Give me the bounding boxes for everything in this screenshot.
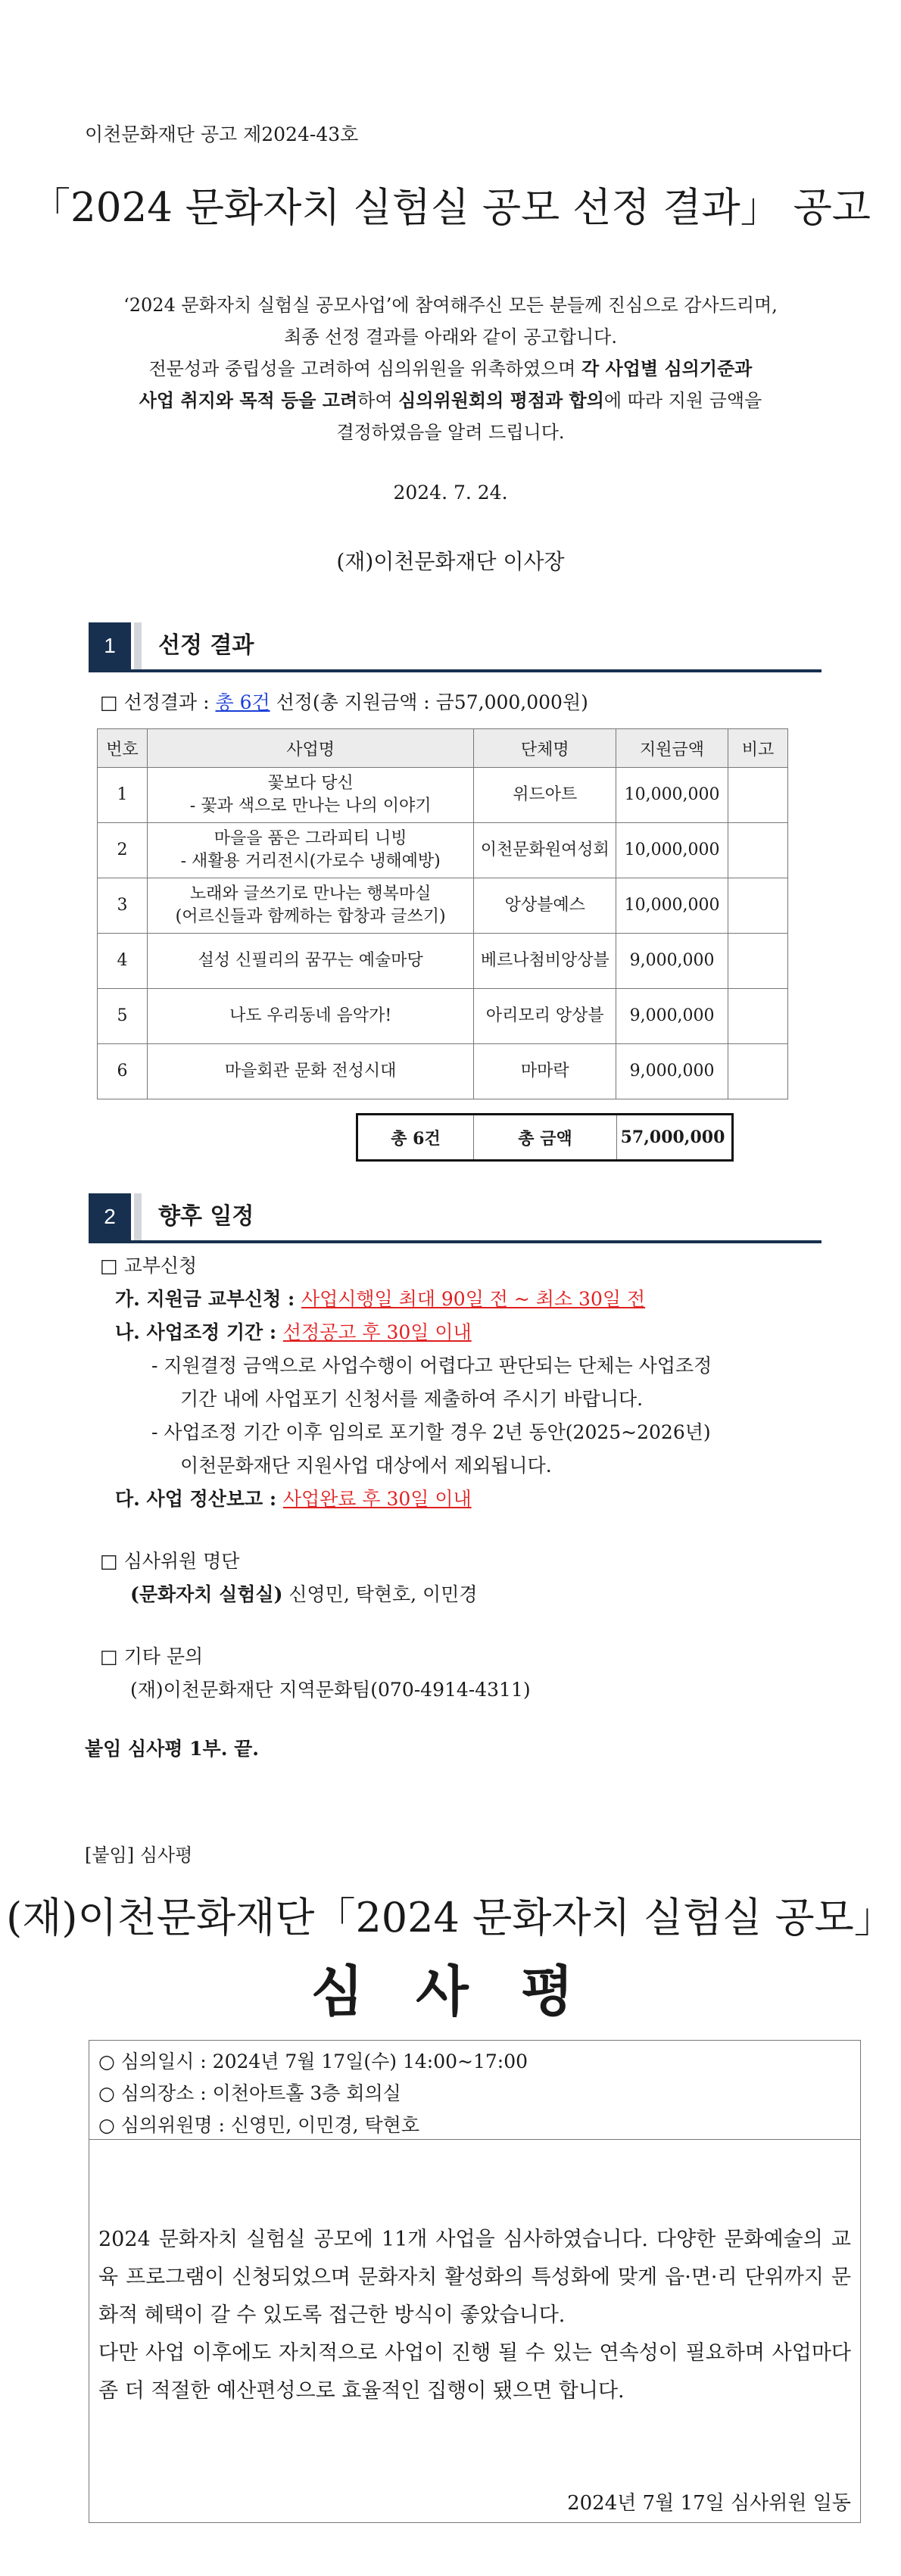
project-name-line: 꽃보다 당신 <box>267 774 354 793</box>
project-subtitle: - 새활용 거리전시(가로수 냉해예방) <box>180 852 441 871</box>
organization: 이천문화원여성회 <box>474 823 616 878</box>
total-label: 총 금액 <box>474 1115 617 1159</box>
committee-label: (문화자치 실험실) <box>130 1583 283 1605</box>
project-name <box>147 878 473 934</box>
attachment-note: 붙임 심사평 1부. 끝. <box>85 1738 259 1760</box>
table-row <box>98 1044 788 1099</box>
organization: 아리모리 앙상블 <box>474 989 616 1044</box>
section-title: 향후 일정 <box>158 1203 254 1230</box>
table-row <box>98 989 788 1044</box>
contact-heading: □ 기타 문의 <box>100 1645 204 1667</box>
review-title: (재)이천문화재단「2024 문화자치 실험실 공모」 <box>6 1894 895 1941</box>
row-number: 3 <box>98 878 148 934</box>
review-signature: 2024년 7월 17일 심사위원 일동 <box>567 2492 851 2515</box>
total-count: 총 6건 <box>358 1115 474 1159</box>
column-header: 번호 <box>98 729 148 768</box>
notice-date: 2024. 7. 24. <box>393 482 508 504</box>
schedule-bullet: - 지원결정 금액으로 사업수행이 어렵다고 판단되는 단체는 사업조정 <box>151 1355 712 1377</box>
item-label: 다. 사업 정산보고 : <box>115 1488 283 1510</box>
review-heading: 심 사 평 <box>310 1959 591 2023</box>
note <box>728 1044 788 1099</box>
intro-line: ‘2024 문화자치 실험실 공모사업’에 참여해주신 모든 분들께 진심으로 감사드리며, <box>123 295 778 316</box>
item-value: 사업시행일 최대 90일 전 ~ 최소 30일 전 <box>301 1288 646 1310</box>
project-name-line: 마을을 품은 그라피티 니빙 <box>214 829 407 848</box>
section-number: 2 <box>89 1193 131 1240</box>
note <box>728 989 788 1044</box>
notice-number: 이천문화재단 공고 제2024-43호 <box>85 123 359 145</box>
page-title: 「2024 문화자치 실험실 공모 선정 결과」 공고 <box>30 185 871 231</box>
note <box>728 934 788 989</box>
intro-emphasis: 심의위원회의 평점과 합의 <box>398 389 604 411</box>
schedule-bullet-cont: 기간 내에 사업포기 신청서를 제출하여 주시기 바랍니다. <box>180 1388 644 1410</box>
review-members: ○ 심의위원명 : 신영민, 이민경, 탁현호 <box>98 2114 419 2136</box>
table-row <box>98 823 788 878</box>
project-name-line: 설성 신필리의 꿈꾸는 예술마당 <box>198 951 423 970</box>
row-number: 2 <box>98 823 148 878</box>
intro-line: 결정하였음을 알려 드립니다. <box>336 422 565 443</box>
intro-line: 최종 선정 결과를 아래와 같이 공고합니다. <box>284 326 617 348</box>
summary-prefix: □ 선정결과 : <box>100 691 216 713</box>
table-header-row <box>98 729 788 768</box>
item-value: 사업완료 후 30일 이내 <box>282 1488 472 1510</box>
review-paragraph: 다만 사업 이후에도 자치적으로 사업이 진행 될 수 있는 연속성이 필요하며 사업마다 좀 더 적절한 예산편성으로 효율적인 집행이 됐으면 합니다. <box>98 2341 851 2403</box>
grant-amount: 10,000,000 <box>616 823 728 878</box>
note <box>728 768 788 823</box>
intro-fragment: 전문성과 중립성을 고려하여 심의위원을 위촉하였으며 <box>148 358 581 379</box>
schedule-bullet: - 사업조정 기간 이후 임의로 포기할 경우 2년 동안(2025~2026년) <box>151 1421 711 1443</box>
organization: 마마락 <box>474 1044 616 1099</box>
schedule-item <box>100 1283 827 1316</box>
section-number: 1 <box>89 622 131 669</box>
contact-line: (재)이천문화재단 지역문화팀(070-4914-4311) <box>130 1679 531 1701</box>
project-name-line: 나도 우리동네 음악가! <box>229 1006 392 1025</box>
review-date: ○ 심의일시 : 2024년 7월 17일(수) 14:00~17:00 <box>98 2051 528 2072</box>
schedule-bullet-cont: 이천문화재단 지원사업 대상에서 제외됩니다. <box>180 1455 552 1477</box>
committee-names: 신영민, 탁현호, 이민경 <box>282 1583 478 1605</box>
intro-line <box>0 385 901 416</box>
intro-emphasis: 각 사업별 심의기준과 <box>581 357 753 379</box>
schedule-item <box>100 1316 827 1349</box>
project-name <box>147 934 473 989</box>
project-subtitle: - 꽃과 색으로 만나는 나의 이야기 <box>189 797 432 816</box>
total-amount: 57,000,000 <box>620 1127 725 1147</box>
organization: 위드아트 <box>474 768 616 823</box>
section-bar <box>134 622 142 669</box>
committee-line <box>100 1578 478 1611</box>
schedule-item <box>100 1483 827 1516</box>
grant-heading: □ 교부신청 <box>100 1255 198 1277</box>
organization: 베르나첨비앙상블 <box>474 934 616 989</box>
total-box <box>356 1113 734 1162</box>
intro-emphasis: 사업 취지와 목적 등을 고려 <box>139 389 358 411</box>
section-title: 선정 결과 <box>158 632 254 659</box>
attachment-label: [붙임] 심사평 <box>85 1845 193 1866</box>
row-number: 6 <box>98 1044 148 1099</box>
section-header-schedule <box>89 1193 822 1243</box>
table-row <box>98 878 788 934</box>
selection-table <box>97 728 788 1099</box>
project-name-line: 마을회관 문화 전성시대 <box>224 1062 397 1081</box>
table-row <box>98 768 788 823</box>
intro-text <box>0 289 901 448</box>
summary-count: 총 6건 <box>215 691 270 713</box>
project-name <box>147 1044 473 1099</box>
row-number: 5 <box>98 989 148 1044</box>
table-row <box>98 934 788 989</box>
committee-heading: □ 심사위원 명단 <box>100 1550 240 1572</box>
section-header-results <box>89 622 822 672</box>
project-name <box>147 768 473 823</box>
item-label: 나. 사업조정 기간 : <box>115 1321 283 1343</box>
project-name <box>147 823 473 878</box>
project-name <box>147 989 473 1044</box>
grant-amount: 10,000,000 <box>616 878 728 934</box>
grant-amount: 9,000,000 <box>616 934 728 989</box>
note <box>728 823 788 878</box>
project-subtitle: (어르신들과 함께하는 합창과 글쓰기) <box>175 907 446 926</box>
review-place: ○ 심의장소 : 이천아트홀 3층 회의실 <box>98 2082 401 2104</box>
column-header: 비고 <box>728 729 788 768</box>
column-header: 사업명 <box>147 729 473 768</box>
row-number: 4 <box>98 934 148 989</box>
grant-amount: 9,000,000 <box>616 989 728 1044</box>
section-bar <box>134 1193 142 1240</box>
selection-summary <box>100 688 588 715</box>
summary-suffix: 선정(총 지원금액 : 금57,000,000원) <box>270 691 588 713</box>
review-body <box>98 2221 851 2410</box>
column-header: 지원금액 <box>616 729 728 768</box>
note <box>728 878 788 934</box>
review-box <box>89 2040 861 2523</box>
column-header: 단체명 <box>474 729 616 768</box>
intro-fragment: 에 따라 지원 금액을 <box>603 390 762 411</box>
review-info <box>89 2041 860 2140</box>
contact-block <box>100 1640 531 1707</box>
organization: 앙상블예스 <box>474 878 616 934</box>
grant-amount: 10,000,000 <box>616 768 728 823</box>
item-label: 가. 지원금 교부신청 : <box>115 1288 301 1310</box>
grant-amount: 9,000,000 <box>616 1044 728 1099</box>
issuer: (재)이천문화재단 이사장 <box>336 549 565 574</box>
row-number: 1 <box>98 768 148 823</box>
project-name-line: 노래와 글쓰기로 만나는 행복마실 <box>189 884 432 903</box>
intro-fragment: 하여 <box>357 390 399 411</box>
intro-line <box>0 353 901 385</box>
item-value: 선정공고 후 30일 이내 <box>282 1321 472 1343</box>
review-paragraph: 2024 문화자치 실험실 공모에 11개 사업을 심사하였습니다. 다양한 문화예술의 교육 프로그램이 신청되었으며 문화자치 활성화의 특성화에 맞게 읍·면·리 단위까지 문화적 혜택이 갈 수 있도록 접근한 방식이 좋았습니다. <box>98 2228 851 2327</box>
committee-block <box>100 1545 478 1611</box>
schedule-block <box>100 1249 827 1516</box>
